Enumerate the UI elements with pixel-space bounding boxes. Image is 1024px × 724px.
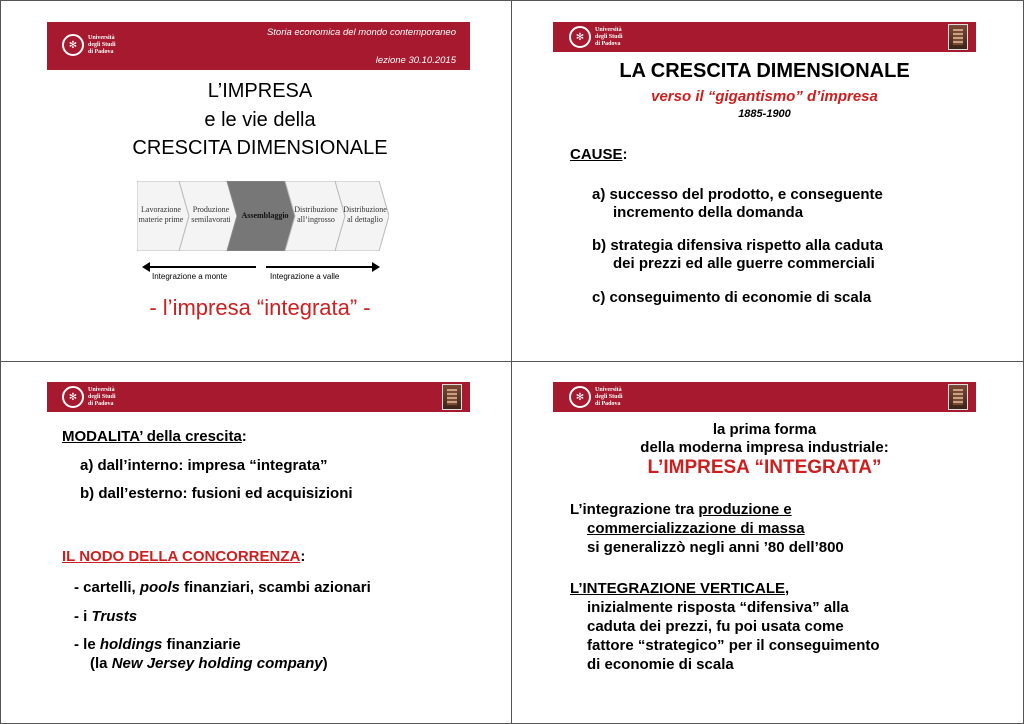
slide-4 [512,362,1023,723]
chain-step-4: Distribuzione all’ingrosso [294,205,338,224]
nodo-item-1-italic: pools [139,579,180,596]
seal-icon: ✻ [569,26,591,48]
cause-colon: : [622,146,628,163]
chain-step-2: Produzione semilavorati [191,205,231,224]
arrow-right-label: Integrazione a valle [270,272,340,281]
seal-icon: ✻ [62,34,84,56]
building-icon [442,384,462,410]
building-icon [948,384,968,410]
nodo-item-1-pre: - cartelli, [74,579,140,596]
slide-4-line1: la prima forma [712,421,817,438]
chain-step-3: Assemblaggio [241,211,289,220]
cause-a-line2: incremento della domanda [613,204,804,221]
p2-line2: inizialmente risposta “difensiva” alla [587,599,849,616]
nodo-item-1 [74,579,371,596]
cause-label: CAUSE [570,146,623,163]
arrow-left-label: Integrazione a monte [152,272,228,281]
p2-line5: di economie di scala [587,656,734,673]
nodo-item-3-pre: - le [74,636,100,653]
p2-heading [570,580,789,597]
slide-2-title: LA CRESCITA DIMENSIONALE [619,60,910,82]
p1-pre: L’integrazione tra [570,501,699,518]
cause-b-line1: b) strategia difensiva rispetto alla caduta [592,237,883,254]
value-chain-diagram [137,181,389,251]
nodo-item-3 [74,636,241,653]
university-logo [569,386,623,408]
slide-1-title-line3: CRESCITA DIMENSIONALE [132,137,388,159]
university-logo [62,34,116,56]
university-logo [62,386,116,408]
p1-line3: si generalizzò negli anni ’80 dell’800 [587,539,844,556]
nodo-item-3-post: finanziarie [162,636,241,653]
p2-heading-comma: , [785,580,790,597]
slide-3 [0,362,511,723]
nodo-item-4-pre: (la [90,655,112,672]
cause-b-line2: dei prezzi ed alle guerre commerciali [613,255,875,272]
arrow-left-line [148,266,256,268]
nodo-item-2-italic: Trusts [91,608,138,625]
modalita-a: a) dall’interno: impresa “integrata” [80,457,328,474]
nodo-item-1-post: finanziari, scambi azionari [179,579,371,596]
arrow-right-head [372,262,380,272]
modalita-colon: : [241,428,247,445]
p2-heading-label: L’INTEGRAZIONE VERTICALE [570,580,786,597]
nodo-item-4-italic: New Jersey holding company [111,655,323,672]
cause-a-line1: a) successo del prodotto, e conseguente [592,186,883,203]
slide-2-subtitle: verso il “gigantismo” d’impresa [651,88,878,105]
cause-c-line1: c) conseguimento di economie di scala [592,289,872,306]
slide-4-title: L’IMPRESA “INTEGRATA” [647,457,882,478]
chain-step-1: Lavorazione materie prime [138,205,184,224]
slide-1-title-line1: L’IMPRESA [207,80,313,102]
seal-icon: ✻ [62,386,84,408]
logo-text: Università degli Studi di Padova [88,34,116,55]
nodo-item-2-pre: - i [74,608,92,625]
modalita-heading [62,428,247,445]
arrow-right-line [266,266,374,268]
nodo-item-2 [74,608,137,625]
p2-line4: fattore “strategico” per il conseguimento [587,637,880,654]
logo-text: Università degli Studi di Padova [595,386,623,407]
lecture-date: lezione 30.10.2015 [375,55,456,66]
logo-text: Università degli Studi di Padova [88,386,116,407]
slide-2-years: 1885-1900 [738,108,791,120]
p1-line1 [570,501,792,518]
slide-2 [512,0,1023,361]
nodo-item-3-italic: holdings [99,636,163,653]
modalita-b: b) dall’esterno: fusioni ed acquisizioni [80,485,353,502]
seal-icon: ✻ [569,386,591,408]
nodo-item-4 [90,655,328,672]
cause-heading [570,146,628,163]
logo-text: Università degli Studi di Padova [595,26,623,47]
nodo-heading [62,548,305,565]
chain-step-5: Distribuzione al dettaglio [343,205,387,224]
nodo-label: IL NODO DELLA CONCORRENZA [62,548,301,565]
course-name: Storia economica del mondo contemporaneo [266,27,456,38]
slide-1-title-line2: e le vie della [204,109,316,131]
nodo-item-4-post: ) [322,655,328,672]
university-logo [569,26,623,48]
p2-line3: caduta dei prezzi, fu poi usata come [587,618,844,635]
p1-line2: commercializzazione di massa [587,520,805,537]
slide-1 [0,0,511,361]
nodo-colon: : [300,548,306,565]
p1-underlined: produzione e [698,501,792,518]
modalita-label: MODALITA’ della crescita [62,428,242,445]
slide-4-line2: della moderna impresa industriale: [640,439,889,456]
building-icon [948,24,968,50]
slide-1-subtitle: - l’impresa “integrata” - [149,295,371,320]
